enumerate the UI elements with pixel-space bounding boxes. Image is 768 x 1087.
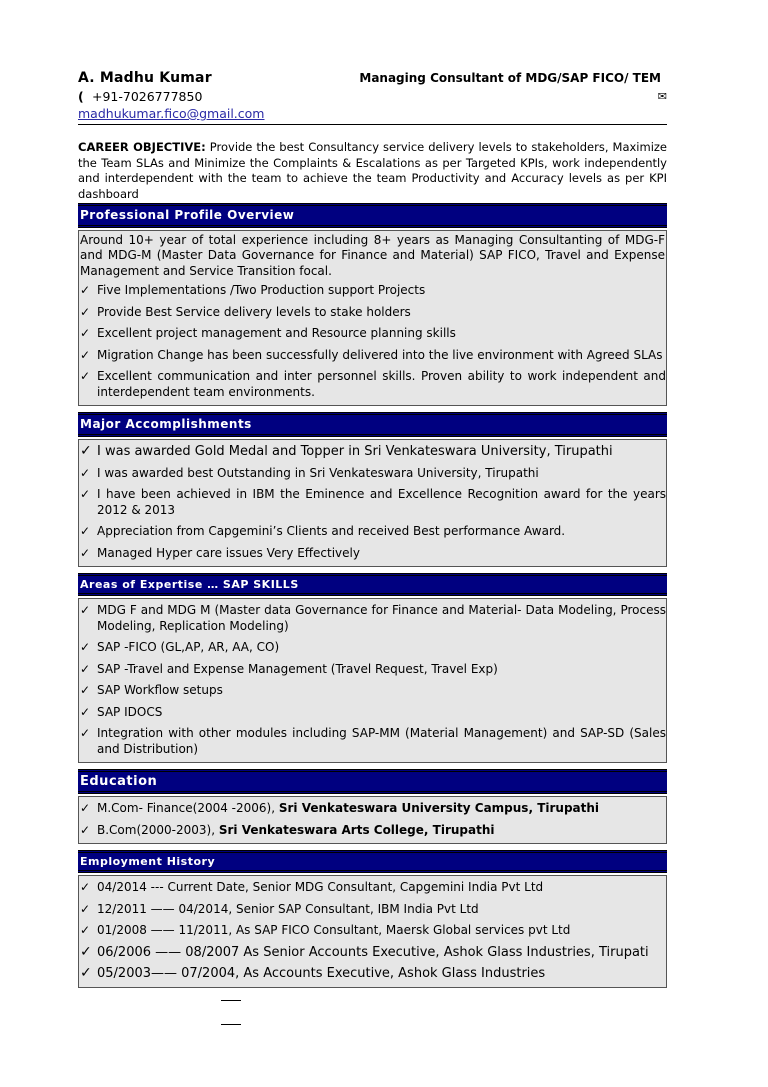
- check-icon: ✓: [80, 347, 91, 362]
- check-icon: ✓: [80, 726, 91, 741]
- objective-text: Provide the best Consultancy service delivery levels to stakeholders, Maximize the Team SLAs and Minimize the Complaints & Escalations as per Targeted KPIs, work independently and interdependent with the team to achieve the team Productivity and Accuracy levels as per KPI dashboard: [78, 140, 668, 202]
- profile-list: [79, 283, 666, 400]
- candidate-name: A. Madhu Kumar: [78, 70, 212, 86]
- list-item: ✓ SAP -Travel and Expense Management (Travel Request, Travel Exp): [80, 661, 498, 676]
- list-item: ✓ I have been achieved in IBM the Eminence and Excellence Recognition award for the years 2012 & 2013: [80, 487, 666, 517]
- check-icon: ✓: [80, 545, 91, 560]
- accomplishments-box: [78, 439, 667, 567]
- section-heading-expertise: Areas of Expertise … SAP SKILLS: [78, 573, 667, 596]
- employment-box: [78, 875, 667, 988]
- section-heading-employment: Employment History: [78, 850, 667, 873]
- list-item: ✓ 04/2014 --- Current Date, Senior MDG Consultant, Capgemini India Pvt Ltd: [80, 880, 544, 895]
- check-icon: ✓: [80, 487, 91, 502]
- expertise-box: [78, 598, 667, 763]
- check-icon: ✓: [80, 304, 91, 319]
- profile-intro: Around 10+ year of total experience including 8+ years as Managing Consultanting of MDG-F and MDG-M (Master Data Governance for Finance and Material) SAP FICO, Travel and Expense Management and Service Transition focal.: [80, 232, 665, 278]
- list-item: ✓ 12/2011 —— 04/2014, Senior SAP Consultant, IBM India Pvt Ltd: [80, 901, 479, 916]
- list-item: ✓ Managed Hyper care issues Very Effectively: [80, 545, 360, 560]
- check-icon: ✓: [80, 943, 92, 960]
- list-item: ✓ Excellent communication and inter personnel skills. Proven ability to work independent and interdependent team environments.: [80, 369, 666, 399]
- list-item: ✓ Migration Change has been successfully delivered into the live environment with Agreed SLAs: [80, 347, 663, 362]
- check-icon: ✓: [80, 524, 91, 539]
- list-item: ✓ I was awarded best Outstanding in Sri Venkateswara University, Tirupathi: [80, 465, 539, 480]
- check-icon: ✓: [80, 923, 91, 938]
- check-icon: ✓: [80, 465, 91, 480]
- list-item: ✓ SAP Workflow setups: [80, 683, 223, 698]
- contact-row: [78, 88, 667, 105]
- stray-line: [221, 1000, 241, 1001]
- career-objective: [78, 140, 667, 203]
- list-item: ✓ Five Implementations /Two Production support Projects: [80, 283, 426, 298]
- mail-icon: ✉: [657, 90, 667, 103]
- list-item: ✓ Integration with other modules including SAP-MM (Material Management) and SAP-SD (Sales and Distribution): [80, 726, 666, 756]
- list-item: ✓ M.Com- Finance(2004 -2006), Sri Venkateswara University Campus, Tirupathi: [80, 801, 600, 816]
- check-icon: ✓: [80, 326, 91, 341]
- check-icon: ✓: [80, 822, 91, 837]
- header-divider: [78, 124, 667, 125]
- list-item: ✓ 05/2003—— 07/2004, As Accounts Executive, Ashok Glass Industries: [80, 965, 546, 982]
- check-icon: ✓: [80, 965, 92, 982]
- phone-icon: (: [78, 89, 84, 104]
- check-icon: ✓: [80, 603, 91, 618]
- profile-box: [78, 230, 667, 407]
- list-item: ✓ SAP -FICO (GL,AP, AR, AA, CO): [80, 640, 280, 655]
- resume-page: [78, 70, 667, 994]
- check-icon: ✓: [80, 901, 91, 916]
- header: [78, 70, 667, 88]
- list-item: ✓ 06/2006 —— 08/2007 As Senior Accounts Executive, Ashok Glass Industries, Tirupati: [80, 943, 649, 960]
- check-icon: ✓: [80, 801, 91, 816]
- candidate-role: Managing Consultant of MDG/SAP FICO/ TEM: [359, 71, 661, 85]
- list-item: ✓ B.Com(2000-2003), Sri Venkateswara Arts College, Tirupathi: [80, 822, 495, 837]
- section-heading-accomplishments: Major Accomplishments: [78, 412, 667, 437]
- email-link[interactable]: madhukumar.fico@gmail.com: [78, 106, 265, 121]
- check-icon: ✓: [80, 640, 91, 655]
- section-heading-education: Education: [78, 769, 667, 794]
- check-icon: ✓: [80, 880, 91, 895]
- section-heading-profile: Professional Profile Overview: [78, 203, 667, 228]
- check-icon: ✓: [80, 283, 91, 298]
- phone-number: +91-7026777850: [91, 89, 203, 104]
- objective-label: CAREER OBJECTIVE:: [78, 140, 206, 154]
- check-icon: ✓: [80, 443, 92, 460]
- list-item: ✓ SAP IDOCS: [80, 704, 163, 719]
- check-icon: ✓: [80, 683, 91, 698]
- stray-line: [221, 1024, 241, 1025]
- list-item: ✓ 01/2008 —— 11/2011, As SAP FICO Consultant, Maersk Global services pvt Ltd: [80, 923, 571, 938]
- check-icon: ✓: [80, 704, 91, 719]
- list-item: ✓ MDG F and MDG M (Master data Governance for Finance and Material- Data Modeling, Process Modeling, Replication Modeling): [80, 603, 666, 633]
- list-item: ✓ Excellent project management and Resource planning skills: [80, 326, 456, 341]
- list-item: ✓ Provide Best Service delivery levels to stake holders: [80, 304, 411, 319]
- list-item: ✓ I was awarded Gold Medal and Topper in Sri Venkateswara University, Tirupathi: [80, 443, 613, 460]
- check-icon: ✓: [80, 661, 91, 676]
- education-box: [78, 796, 667, 844]
- list-item: ✓ Appreciation from Capgemini’s Clients and received Best performance Award.: [80, 524, 566, 539]
- check-icon: ✓: [80, 369, 91, 384]
